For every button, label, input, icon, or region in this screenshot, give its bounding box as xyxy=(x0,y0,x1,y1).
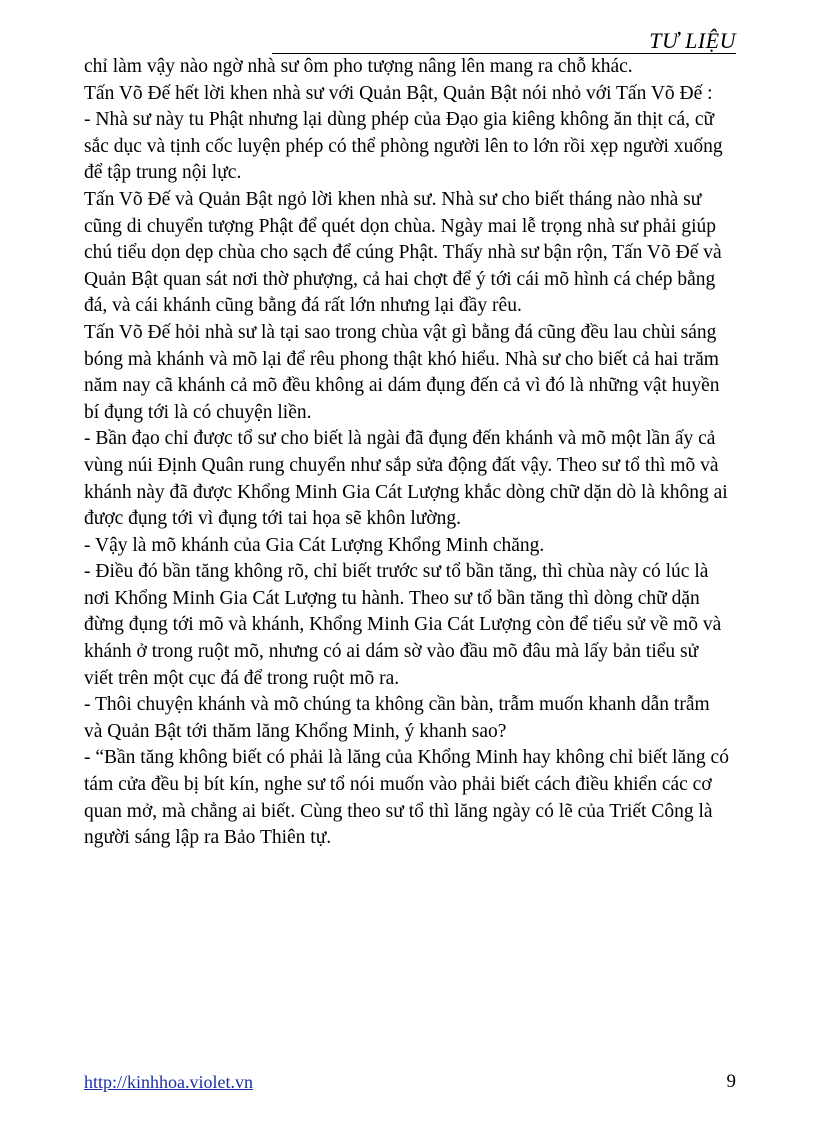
paragraph: - Nhà sư này tu Phật nhưng lại dùng phép của Đạo gia kiêng không ăn thịt cá, cữ sắc dục và tịnh cốc luyện phép có thể phòng người lên to lớn rồi xẹp người xuống để tập trung nội lực. xyxy=(84,109,723,184)
paragraph: Tấn Võ Đế hỏi nhà sư là tại sao trong chùa vật gì bằng đá cũng đều lau chùi sáng bóng mà khánh và mõ lại để rêu phong thật khó hiểu. Nhà sư cho biết cả hai trăm năm nay cã khánh cả mõ đều không ai dám đụng đến cả vì đó là những vật huyền bí đụng tới là có chuyện liền. xyxy=(84,321,720,423)
page-number: 9 xyxy=(726,1071,736,1092)
footer-link[interactable]: http://kinhhoa.violet.vn xyxy=(84,1072,253,1092)
paragraph: Tấn Võ Đế và Quản Bật ngỏ lời khen nhà sư. Nhà sư cho biết tháng nào nhà sư cũng di chuyển tượng Phật để quét dọn chùa. Ngày mai lễ trọng nhà sư phải giúp chú tiểu dọn dẹp chùa cho sạch để cúng Phật. Thấy nhà sư bận rộn, Tấn Võ Đế và Quản Bật quan sát nơi thờ phượng, cả hai chợt để ý tới cái mõ hình cá chép bằng đá, và cái khánh cũng bằng đá rất lớn nhưng lại đầy rêu. xyxy=(84,188,722,317)
document-body xyxy=(84,54,732,852)
paragraph: - Điều đó bần tăng không rõ, chỉ biết trước sư tổ bần tăng, thì chùa này có lúc là nơi Khổng Minh Gia Cát Lượng tu hành. Theo sư tổ bần tăng thì dòng chữ dặn đừng đụng tới mõ và khánh, Khổng Minh Gia Cát Lượng còn để tiểu sử về mõ và khánh ở trong ruột mõ, nhưng có ai dám sờ vào đầu mõ đâu mà lấy bản tiểu sử viết trên một cục đá để trong ruột mõ ra. xyxy=(84,561,722,689)
paragraph: - Bần đạo chỉ được tổ sư cho biết là ngài đã đụng đến khánh và mõ một lần ấy cả vùng núi Định Quân rung chuyển như sắp sửa động đất vậy. Theo sư tổ thì mõ và khánh này đã được Khổng Minh Gia Cát Lượng khắc dòng chữ dặn dò là không ai được đụng tới vì đụng tới tai họa sẽ khôn lường. xyxy=(84,428,728,530)
paragraph: - Vậy là mõ khánh của Gia Cát Lượng Khổng Minh chăng. xyxy=(84,534,545,556)
paragraph: - “Bần tăng không biết có phải là lăng của Khổng Minh hay không chỉ biết lăng có tám cửa đều bị bít kín, nghe sư tổ nói muốn vào phải biết cách điều khiển các cơ quan mở, mà chẳng ai biết. Cùng theo sư tổ thì lăng ngày có lẽ của Triết Công là người sáng lập ra Bảo Thiên tự. xyxy=(84,747,729,849)
paragraph: chỉ làm vậy nào ngờ nhà sư ôm pho tượng nâng lên mang ra chỗ khác. xyxy=(84,56,633,77)
paragraph: - Thôi chuyện khánh và mõ chúng ta không cần bàn, trẫm muốn khanh dẫn trẫm và Quản Bật tới thăm lăng Khổng Minh, ý khanh sao? xyxy=(84,694,710,742)
header-title: TƯ LIỆU xyxy=(649,28,736,53)
paragraph: Tấn Võ Đế hết lời khen nhà sư với Quản Bật, Quản Bật nói nhỏ với Tấn Võ Đế : xyxy=(84,82,713,104)
